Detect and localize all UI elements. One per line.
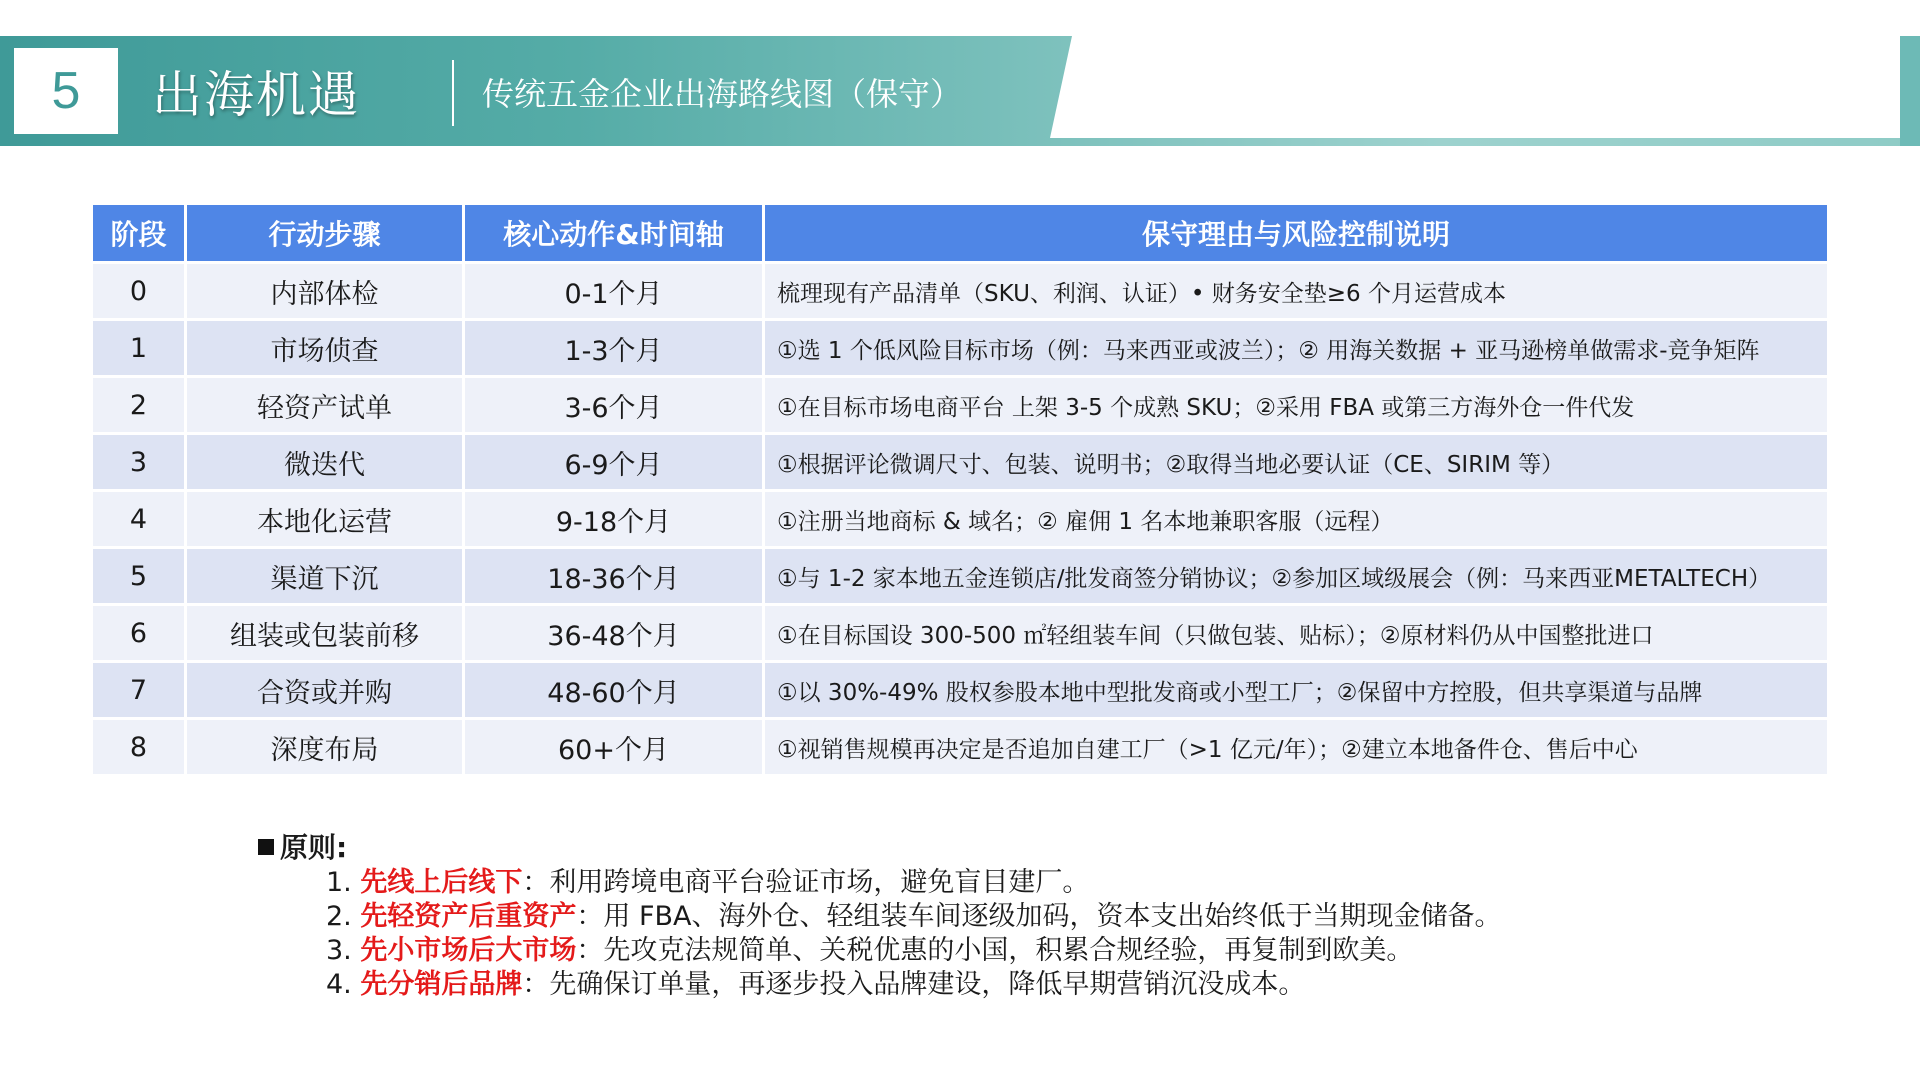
cell-description: ①在目标市场电商平台 上架 3-5 个成熟 SKU；②采用 FBA 或第三方海外仓一件代发 — [764, 377, 1829, 434]
principle-item — [258, 866, 1758, 900]
principle-number: 2. — [326, 901, 352, 932]
cell-description: ①以 30%-49% 股权参股本地中型批发商或小型工厂；②保留中方控股，但共享渠道与品牌 — [764, 662, 1829, 719]
page-subtitle: 传统五金企业出海路线图（保守） — [482, 75, 963, 113]
cell-action: 合资或并购 — [186, 662, 464, 719]
cell-stage: 2 — [92, 377, 186, 434]
cell-stage: 5 — [92, 548, 186, 605]
cell-stage: 6 — [92, 605, 186, 662]
header-banner-white-panel — [1050, 36, 1900, 138]
cell-timeline: 9-18个月 — [464, 491, 764, 548]
principle-item — [258, 934, 1758, 968]
table-row — [92, 605, 1829, 662]
cell-timeline: 1-3个月 — [464, 320, 764, 377]
table-header-row — [92, 204, 1829, 263]
cell-action: 深度布局 — [186, 719, 464, 776]
principle-keyword: 先小市场后大市场 — [360, 935, 577, 966]
section-number: 5 — [14, 48, 118, 134]
cell-description: ①注册当地商标 & 域名；② 雇佣 1 名本地兼职客服（远程） — [764, 491, 1829, 548]
cell-stage: 7 — [92, 662, 186, 719]
principle-keyword: 先线上后线下 — [360, 867, 523, 898]
cell-description: 梳理现有产品清单（SKU、利润、认证）• 财务安全垫≥6 个月运营成本 — [764, 263, 1829, 320]
principles-heading — [258, 830, 1758, 866]
column-header-stage: 阶段 — [92, 204, 186, 263]
table-row — [92, 377, 1829, 434]
cell-timeline: 18-36个月 — [464, 548, 764, 605]
column-header-description: 保守理由与风险控制说明 — [764, 204, 1829, 263]
cell-action: 本地化运营 — [186, 491, 464, 548]
principles-section — [258, 830, 1758, 1002]
cell-action: 内部体检 — [186, 263, 464, 320]
table-row — [92, 491, 1829, 548]
header-banner-edge — [1900, 36, 1920, 146]
cell-timeline: 60+个月 — [464, 719, 764, 776]
table-row — [92, 320, 1829, 377]
column-header-action: 行动步骤 — [186, 204, 464, 263]
table-row — [92, 548, 1829, 605]
principle-item — [258, 900, 1758, 934]
cell-description: ①与 1-2 家本地五金连锁店/批发商签分销协议；②参加区域级展会（例：马来西亚METALTECH） — [764, 548, 1829, 605]
principle-keyword: 先轻资产后重资产 — [360, 901, 577, 932]
cell-description: ①选 1 个低风险目标市场（例：马来西亚或波兰）；② 用海关数据 + 亚马逊榜单做需求-竞争矩阵 — [764, 320, 1829, 377]
title-divider — [452, 60, 454, 126]
principle-keyword: 先分销后品牌 — [360, 969, 523, 1000]
cell-stage: 8 — [92, 719, 186, 776]
cell-stage: 3 — [92, 434, 186, 491]
principle-text: ：先攻克法规简单、关税优惠的小国，积累合规经验，再复制到欧美。 — [576, 935, 1414, 966]
page-title: 出海机遇 — [152, 66, 360, 124]
principle-number: 3. — [326, 935, 352, 966]
cell-timeline: 3-6个月 — [464, 377, 764, 434]
principle-item — [258, 968, 1758, 1002]
cell-description: ①视销售规模再决定是否追加自建工厂（>1 亿元/年）；②建立本地备件仓、售后中心 — [764, 719, 1829, 776]
table-row — [92, 662, 1829, 719]
principle-text: ：用 FBA、海外仓、轻组装车间逐级加码，资本支出始终低于当期现金储备。 — [576, 901, 1502, 932]
principle-number: 4. — [326, 969, 352, 1000]
cell-action: 轻资产试单 — [186, 377, 464, 434]
cell-stage: 1 — [92, 320, 186, 377]
square-bullet-icon — [258, 839, 274, 855]
cell-description: ①根据评论微调尺寸、包装、说明书；②取得当地必要认证（CE、SIRIM 等） — [764, 434, 1829, 491]
cell-timeline: 48-60个月 — [464, 662, 764, 719]
principle-number: 1. — [326, 867, 352, 898]
cell-stage: 0 — [92, 263, 186, 320]
cell-action: 渠道下沉 — [186, 548, 464, 605]
cell-stage: 4 — [92, 491, 186, 548]
cell-timeline: 36-48个月 — [464, 605, 764, 662]
table-row — [92, 263, 1829, 320]
cell-action: 市场侦查 — [186, 320, 464, 377]
principle-text: ：利用跨境电商平台验证市场，避免盲目建厂。 — [522, 867, 1090, 898]
table-row — [92, 434, 1829, 491]
principle-text: ：先确保订单量，再逐步投入品牌建设，降低早期营销沉没成本。 — [522, 969, 1306, 1000]
cell-action: 组装或包装前移 — [186, 605, 464, 662]
cell-action: 微迭代 — [186, 434, 464, 491]
principles-heading-text: 原则: — [280, 831, 348, 864]
roadmap-table — [90, 202, 1830, 777]
table-row — [92, 719, 1829, 776]
cell-timeline: 6-9个月 — [464, 434, 764, 491]
column-header-timeline: 核心动作&时间轴 — [464, 204, 764, 263]
cell-description: ①在目标国设 300-500 ㎡轻组装车间（只做包装、贴标）；②原材料仍从中国整批进口 — [764, 605, 1829, 662]
cell-timeline: 0-1个月 — [464, 263, 764, 320]
